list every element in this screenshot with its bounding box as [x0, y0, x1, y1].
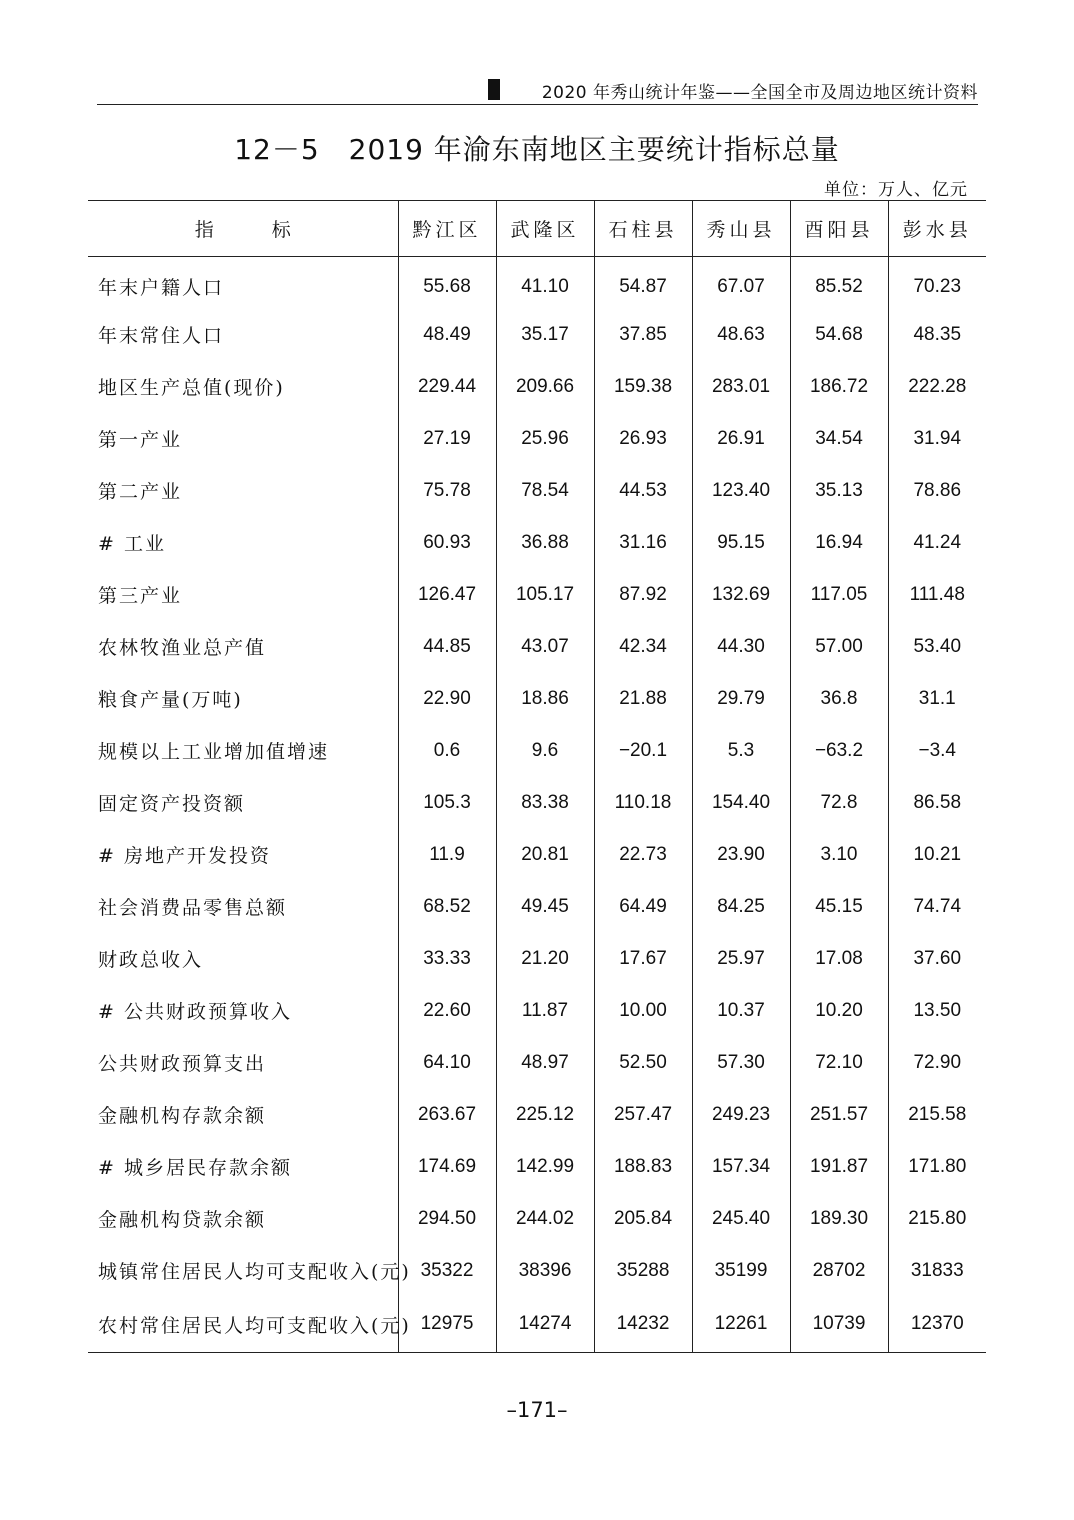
cell-value: 0.6 [398, 725, 496, 777]
cell-value: 43.07 [496, 621, 594, 673]
cell-value: 21.88 [594, 673, 692, 725]
running-header-text: 2020 年秀山统计年鉴——全国全市及周边地区统计资料 [541, 83, 978, 103]
table-body [88, 257, 986, 1353]
cell-value: 35322 [398, 1245, 496, 1297]
cell-value: 117.05 [790, 569, 888, 621]
cell-value: 244.02 [496, 1193, 594, 1245]
row-label: 地区生产总值(现价) [98, 377, 285, 399]
cell-value: 16.94 [790, 517, 888, 569]
cell-value: 84.25 [692, 881, 790, 933]
cell-value: 28702 [790, 1245, 888, 1297]
cell-value: 49.45 [496, 881, 594, 933]
cell-value: 41.24 [888, 517, 986, 569]
cell-value: 154.40 [692, 777, 790, 829]
cell-value: 10.21 [888, 829, 986, 881]
unit-note: 单位：万人、亿元 [824, 180, 968, 200]
row-label: 第二产业 [98, 481, 183, 503]
cell-value: 74.74 [888, 881, 986, 933]
cell-value: 9.6 [496, 725, 594, 777]
cell-value: 10.00 [594, 985, 692, 1037]
table-row [88, 933, 986, 985]
cell-value: 36.88 [496, 517, 594, 569]
cell-value: 12261 [692, 1297, 790, 1353]
cell-value: 21.20 [496, 933, 594, 985]
cell-value: 54.87 [594, 257, 692, 309]
row-label: 第三产业 [98, 585, 183, 607]
cell-value: 13.50 [888, 985, 986, 1037]
cell-value: 78.86 [888, 465, 986, 517]
header-indicator: 指 标 [88, 201, 398, 257]
cell-value: 26.93 [594, 413, 692, 465]
table-row [88, 881, 986, 933]
cell-value: 5.3 [692, 725, 790, 777]
cell-value: 35288 [594, 1245, 692, 1297]
cell-value: 257.47 [594, 1089, 692, 1141]
cell-value: 142.99 [496, 1141, 594, 1193]
cell-value: 48.97 [496, 1037, 594, 1089]
cell-value: 263.67 [398, 1089, 496, 1141]
page-number: –171– [506, 1398, 568, 1422]
row-label: 公共财政预算支出 [98, 1053, 267, 1075]
row-label: 农村常住居民人均可支配收入(元) [88, 1297, 398, 1353]
row-label: 年末户籍人口 [98, 277, 225, 300]
row-label: 第一产业 [98, 429, 183, 451]
cell-value: 225.12 [496, 1089, 594, 1141]
cell-value: 10739 [790, 1297, 888, 1353]
cell-value: 78.54 [496, 465, 594, 517]
cell-value: 83.38 [496, 777, 594, 829]
cell-value: 25.96 [496, 413, 594, 465]
cell-value: 27.19 [398, 413, 496, 465]
cell-value: 34.54 [790, 413, 888, 465]
cell-value: 31833 [888, 1245, 986, 1297]
cell-value: 67.07 [692, 257, 790, 309]
row-label: 规模以上工业增加值增速 [98, 741, 330, 763]
cell-value: 48.63 [692, 309, 790, 361]
table-row [88, 1245, 986, 1297]
row-label: 财政总收入 [98, 949, 204, 971]
table-row [88, 1141, 986, 1193]
cell-value: 52.50 [594, 1037, 692, 1089]
table-row [88, 413, 986, 465]
cell-value: 132.69 [692, 569, 790, 621]
row-label: 城镇常住居民人均可支配收入(元) [98, 1261, 411, 1283]
cell-value: 85.52 [790, 257, 888, 309]
cell-value: 14274 [496, 1297, 594, 1353]
cell-value: 249.23 [692, 1089, 790, 1141]
table-row [88, 725, 986, 777]
row-label: 金融机构贷款余额 [98, 1209, 267, 1231]
cell-value: 31.94 [888, 413, 986, 465]
table-row [88, 569, 986, 621]
cell-value: 44.30 [692, 621, 790, 673]
cell-value: 35199 [692, 1245, 790, 1297]
cell-value: 11.9 [398, 829, 496, 881]
cell-value: 10.37 [692, 985, 790, 1037]
cell-value: 55.68 [398, 257, 496, 309]
cell-value: 186.72 [790, 361, 888, 413]
cell-value: 14232 [594, 1297, 692, 1353]
cell-value: 72.90 [888, 1037, 986, 1089]
cell-value: 57.30 [692, 1037, 790, 1089]
cell-value: 294.50 [398, 1193, 496, 1245]
cell-value: 54.68 [790, 309, 888, 361]
cell-value: 229.44 [398, 361, 496, 413]
cell-value: 10.20 [790, 985, 888, 1037]
cell-value: 45.15 [790, 881, 888, 933]
table-row [88, 257, 986, 309]
row-label: 农林牧渔业总产值 [98, 637, 267, 659]
cell-value: 188.83 [594, 1141, 692, 1193]
cell-value: −20.1 [594, 725, 692, 777]
table-row [88, 985, 986, 1037]
table-header-row [88, 201, 986, 257]
cell-value: 22.73 [594, 829, 692, 881]
header-col-shizhu: 石柱县 [594, 201, 692, 257]
cell-value: 11.87 [496, 985, 594, 1037]
cell-value: 26.91 [692, 413, 790, 465]
header-col-wulong: 武隆区 [496, 201, 594, 257]
row-label: 粮食产量(万吨) [98, 689, 243, 711]
header-col-xiushan: 秀山县 [692, 201, 790, 257]
cell-value: 23.90 [692, 829, 790, 881]
cell-value: 157.34 [692, 1141, 790, 1193]
cell-value: 41.10 [496, 257, 594, 309]
cell-value: 38396 [496, 1245, 594, 1297]
cell-value: 105.3 [398, 777, 496, 829]
cell-value: 251.57 [790, 1089, 888, 1141]
cell-value: −3.4 [888, 725, 986, 777]
cell-value: 222.28 [888, 361, 986, 413]
cell-value: 31.16 [594, 517, 692, 569]
cell-value: 53.40 [888, 621, 986, 673]
row-label: 固定资产投资额 [98, 793, 246, 815]
table-row [88, 361, 986, 413]
cell-value: 36.8 [790, 673, 888, 725]
cell-value: 174.69 [398, 1141, 496, 1193]
row-label: 金融机构存款余额 [98, 1105, 267, 1127]
cell-value: 35.13 [790, 465, 888, 517]
header-col-qianjiang: 黔江区 [398, 201, 496, 257]
table-row [88, 1193, 986, 1245]
table-row [88, 1089, 986, 1141]
row-label: # 工业 [98, 533, 166, 555]
cell-value: 22.60 [398, 985, 496, 1037]
cell-value: 64.10 [398, 1037, 496, 1089]
cell-value: 75.78 [398, 465, 496, 517]
cell-value: 68.52 [398, 881, 496, 933]
table-row [88, 1037, 986, 1089]
cell-value: 44.85 [398, 621, 496, 673]
cell-value: 123.40 [692, 465, 790, 517]
cell-value: 60.93 [398, 517, 496, 569]
cell-value: 17.67 [594, 933, 692, 985]
cell-value: 44.53 [594, 465, 692, 517]
cell-value: 3.10 [790, 829, 888, 881]
cell-value: 215.80 [888, 1193, 986, 1245]
cell-value: 245.40 [692, 1193, 790, 1245]
cell-value: 105.17 [496, 569, 594, 621]
table-row [88, 829, 986, 881]
cell-value: 110.18 [594, 777, 692, 829]
cell-value: 87.92 [594, 569, 692, 621]
header-block-mark [488, 79, 500, 100]
cell-value: 126.47 [398, 569, 496, 621]
cell-value: 72.10 [790, 1037, 888, 1089]
statistics-table [88, 200, 986, 1353]
row-label: 社会消费品零售总额 [98, 897, 288, 919]
table-row [88, 517, 986, 569]
cell-value: 25.97 [692, 933, 790, 985]
cell-value: 48.35 [888, 309, 986, 361]
cell-value: 215.58 [888, 1089, 986, 1141]
table-row [88, 673, 986, 725]
cell-value: 205.84 [594, 1193, 692, 1245]
cell-value: 12370 [888, 1297, 986, 1353]
cell-value: 35.17 [496, 309, 594, 361]
cell-value: 86.58 [888, 777, 986, 829]
cell-value: 18.86 [496, 673, 594, 725]
cell-value: 283.01 [692, 361, 790, 413]
cell-value: 57.00 [790, 621, 888, 673]
header-col-youyang: 酉阳县 [790, 201, 888, 257]
row-label: # 城乡居民存款余额 [98, 1157, 292, 1179]
header-col-pengshui: 彭水县 [888, 201, 986, 257]
cell-value: 189.30 [790, 1193, 888, 1245]
cell-value: 37.85 [594, 309, 692, 361]
cell-value: 48.49 [398, 309, 496, 361]
cell-value: 37.60 [888, 933, 986, 985]
cell-value: 42.34 [594, 621, 692, 673]
cell-value: 64.49 [594, 881, 692, 933]
running-header [97, 76, 978, 105]
cell-value: 111.48 [888, 569, 986, 621]
table-row [88, 465, 986, 517]
cell-value: 17.08 [790, 933, 888, 985]
cell-value: 72.8 [790, 777, 888, 829]
cell-value: 22.90 [398, 673, 496, 725]
cell-value: 29.79 [692, 673, 790, 725]
cell-value: 20.81 [496, 829, 594, 881]
cell-value: 95.15 [692, 517, 790, 569]
cell-value: 209.66 [496, 361, 594, 413]
cell-value: 12975 [398, 1297, 496, 1353]
cell-value: 159.38 [594, 361, 692, 413]
row-label: # 公共财政预算收入 [98, 1001, 292, 1023]
row-label: # 房地产开发投资 [98, 845, 271, 867]
table-row [88, 309, 986, 361]
cell-value: −63.2 [790, 725, 888, 777]
row-label: 年末常住人口 [98, 325, 225, 347]
cell-value: 31.1 [888, 673, 986, 725]
cell-value: 70.23 [888, 257, 986, 309]
cell-value: 171.80 [888, 1141, 986, 1193]
table-title: 12－5 2019 年渝东南地区主要统计指标总量 [234, 133, 840, 166]
table-row [88, 621, 986, 673]
table-row [88, 1297, 986, 1353]
cell-value: 191.87 [790, 1141, 888, 1193]
table-row [88, 777, 986, 829]
cell-value: 33.33 [398, 933, 496, 985]
